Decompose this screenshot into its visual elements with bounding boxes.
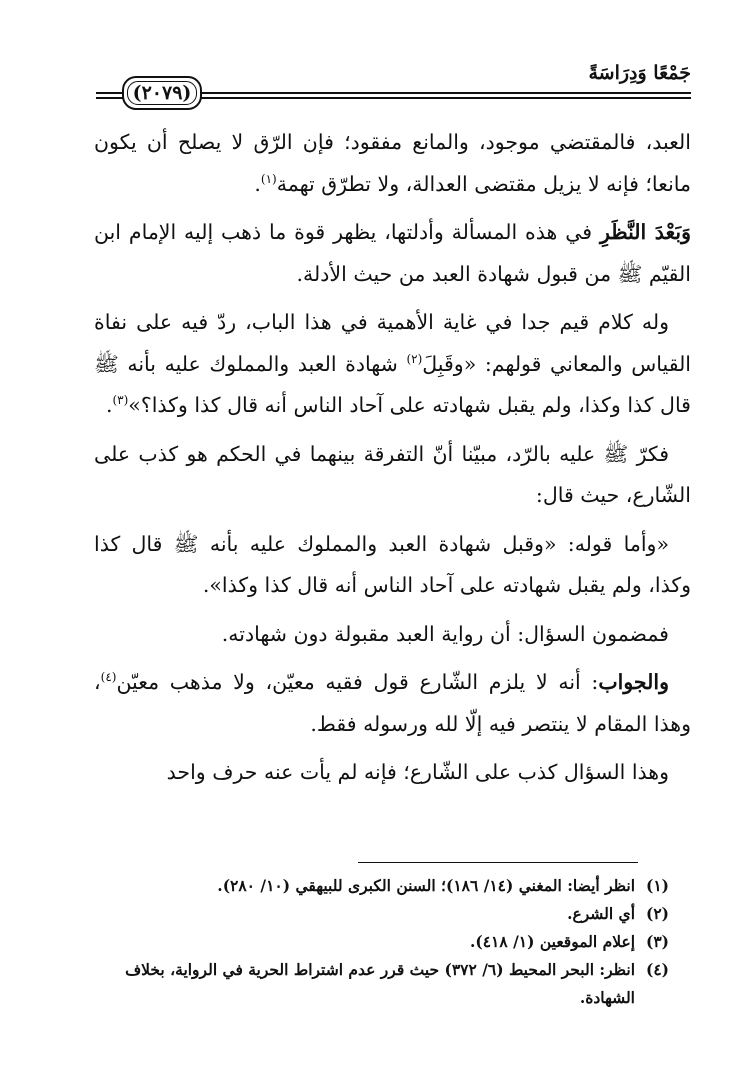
lead-word-answer: والجواب <box>598 670 669 694</box>
page-header <box>96 62 691 112</box>
paragraph-3: وله كلام قيم جدا في غاية الأهمية في هذا الباب، ردّ فيه على نفاة القياس والمعاني قولهم: «وقَبِلَ$^{(٢)}$ شهادة العبد والمملوك عليه بأنه ﷺ قال كذا وكذا، ولم يقبل شهادته على آحاد الناس أنه قال كذا وكذا؟»$^{(٣)}$. <box>94 310 692 417</box>
paragraph-2: وَبَعْدَ النَّظَرِ في هذه المسألة وأدلتها، يظهر قوة ما ذهب إليه الإمام ابن القيّم ﷺ من قبول شهادة العبد من حيث الأدلة. <box>94 220 691 286</box>
footnote-1 <box>100 872 669 900</box>
footnote-3 <box>100 928 669 956</box>
footnote-separator <box>358 862 638 863</box>
footnote-number: (٣) <box>645 932 669 951</box>
footnote-4 <box>100 956 669 1012</box>
footnote-number: (١) <box>645 876 669 895</box>
footnote-number: (٢) <box>645 904 669 923</box>
paragraph-8: وهذا السؤال كذب على الشّارع؛ فإنه لم يأت عنه حرف واحد <box>166 760 669 784</box>
footnote-text: انظر أيضا: المغني (١٤/ ١٨٦)؛ السنن الكبرى للبيهقي (١٠/ ٢٨٠). <box>217 876 635 895</box>
footnote-2 <box>100 900 669 928</box>
footnote-text: إعلام الموقعين (١/ ٤١٨). <box>470 932 635 951</box>
footnote-text: أي الشرع. <box>567 904 635 923</box>
footnotes <box>100 872 669 1012</box>
paragraph-5-quote: «وأما قوله: «وقبل شهادة العبد والمملوك عليه بأنه ﷺ قال كذا وكذا، ولم يقبل شهادته على آحاد الناس أنه قال كذا وكذا». <box>94 531 691 597</box>
page-number: (٢٠٧٩) <box>122 76 202 110</box>
footnote-ref-4: (٤) <box>100 670 117 685</box>
footnote-ref-3: (٣) <box>112 393 129 408</box>
running-title: جَمْعًا وَدِرَاسَةً <box>579 62 692 84</box>
paragraph-6: فمضمون السؤال: أن رواية العبد مقبولة دون شهادته. <box>221 621 669 646</box>
lead-phrase: وَبَعْدَ النَّظَرِ <box>599 220 691 244</box>
footnote-ref-1: (١) <box>260 171 277 186</box>
footnote-text: انظر: البحر المحيط (٦/ ٣٧٢) حيث قرر عدم اشتراط الحرية في الرواية، بخلاف الشهادة. <box>125 960 635 1007</box>
main-text <box>94 122 691 801</box>
footnote-number: (٤) <box>645 960 669 979</box>
paragraph-1: العبد، فالمقتضي موجود، والمانع مفقود؛ فإن الرّق لا يصلح أن يكون مانعا؛ فإنه لا يزيل مقتضى العدالة، ولا تطرّق تهمة$^{(١)}$. <box>94 130 691 196</box>
paragraph-7: والجواب: أنه لا يلزم الشّارع قول فقيه معيّن، ولا مذهب معيّن$^{(٤)}$، وهذا المقام لا ينتصر فيه إلّا لله ورسوله فقط. <box>94 670 691 736</box>
paragraph-4: فكرّ ﷺ عليه بالرّد، مبيّنا أنّ التفرقة بينهما في الحكم هو كذب على الشّارع، حيث قال: <box>94 441 691 507</box>
footnote-ref-2: (٢) <box>406 351 423 366</box>
